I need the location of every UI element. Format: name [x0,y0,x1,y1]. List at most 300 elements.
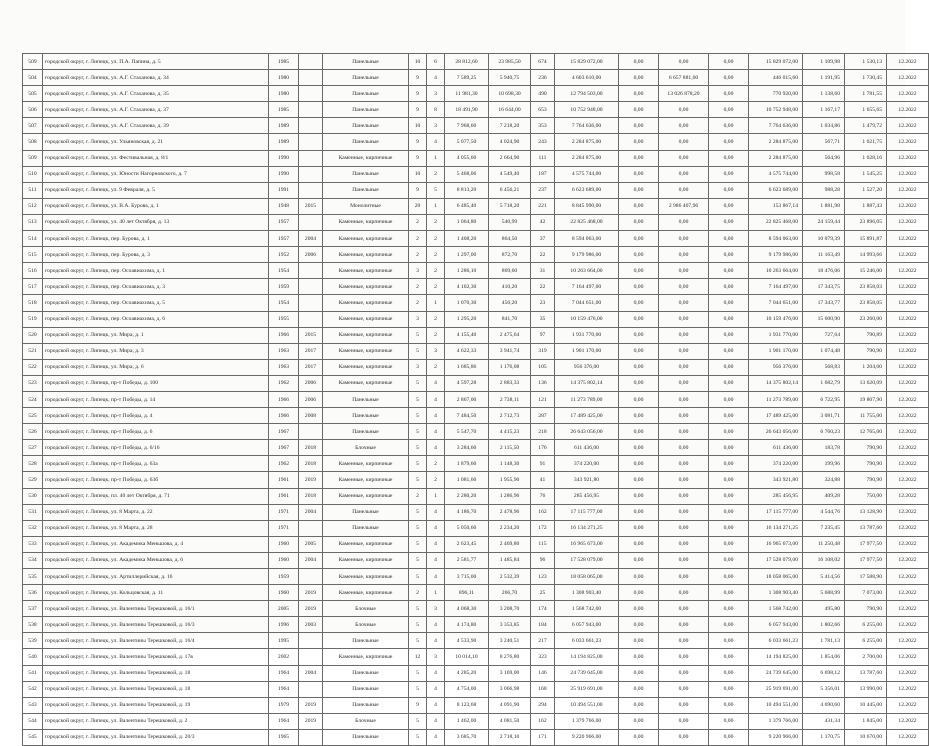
total-area-cell: 4 754,00 [445,681,489,697]
cost-fund-b-cell: 0,00 [659,391,709,407]
floors-cell: 10 [409,166,427,182]
address-cell: городской округ, г. Липецк, ул. 40 лет Октября, д. 13 [43,214,269,230]
cost-fund-b-cell: 0,00 [659,375,709,391]
table-row [23,86,929,102]
cost-fund-a-cell: 0,00 [619,54,659,70]
address-cell: городской округ, г. Липецк, ул. В.А. Бурова, д. 1 [43,198,269,214]
deadline-cell: 12.2022 [887,214,929,230]
cost-fund-c-cell: 0,00 [709,729,749,745]
unit-cost-cell: 431,34 [803,713,845,729]
cost-fund-c-cell: 0,00 [709,569,749,585]
cost-fund-b-cell: 0,00 [659,601,709,617]
row-number: 507 [23,118,43,134]
cost-total-cell: 16 134 271,25 [555,520,619,536]
cost-owners-cell: 10 752 948,00 [749,102,803,118]
deadline-cell: 12.2022 [887,134,929,150]
floors-cell: 2 [409,231,427,247]
living-area-cell: 7 218,20 [489,118,531,134]
cost-owners-cell: 1 568 742,00 [749,601,803,617]
table-row [23,472,929,488]
cost-fund-a-cell: 0,00 [619,311,659,327]
unit-limit-cell: 10 445,00 [845,697,887,713]
residents-cell: 105 [531,359,555,375]
floors-cell: 12 [409,649,427,665]
table-row [23,601,929,617]
entrances-cell: 3 [427,649,445,665]
build-year-cell: 1985 [269,102,299,118]
address-cell: городской округ, г. Липецк, пр-т Победы, д. 63а [43,456,269,472]
unit-limit-cell: 790,90 [845,440,887,456]
deadline-cell: 12.2022 [887,166,929,182]
cost-fund-c-cell: 0,00 [709,118,749,134]
residents-cell: 25 [531,585,555,601]
deadline-cell: 12.2022 [887,697,929,713]
address-cell: городской округ, г. Липецк, пер. Осоавиахима, д. 3 [43,279,269,295]
cost-fund-b-cell: 0,00 [659,424,709,440]
unit-cost-cell: 24 159,44 [803,214,845,230]
build-year-cell: 1980 [269,70,299,86]
wall-material-cell: Панельные [323,102,409,118]
repair-year-cell [299,520,323,536]
register-rows [23,54,929,746]
cost-total-cell: 7 044 651,00 [555,295,619,311]
total-area-cell: 3 715,00 [445,569,489,585]
living-area-cell: 10 698,30 [489,86,531,102]
floors-cell: 5 [409,601,427,617]
wall-material-cell: Каменные, кирпичные [323,343,409,359]
build-year-cell: 1964 [269,713,299,729]
repair-year-cell [299,649,323,665]
floors-cell: 5 [409,617,427,633]
cost-fund-c-cell: 0,00 [709,536,749,552]
floors-cell: 5 [409,552,427,568]
repair-year-cell: 2006 [299,375,323,391]
total-area-cell: 2 867,00 [445,391,489,407]
unit-cost-cell: 199,96 [803,456,845,472]
floors-cell: 9 [409,150,427,166]
cost-fund-a-cell: 0,00 [619,214,659,230]
table-row [23,166,929,182]
table-row [23,504,929,520]
total-area-cell: 28 812,60 [445,54,489,70]
build-year-cell: 1996 [269,617,299,633]
unit-limit-cell: 6 255,00 [845,633,887,649]
unit-cost-cell: 183,78 [803,440,845,456]
address-cell: городской округ, г. Липецк, пер. Бурова, д. 3 [43,247,269,263]
residents-cell: 121 [531,391,555,407]
deadline-cell: 12.2022 [887,569,929,585]
address-cell: городской округ, г. Липецк, пер. Осоавиахима, д. 1 [43,263,269,279]
deadline-cell: 12.2022 [887,456,929,472]
entrances-cell: 3 [427,118,445,134]
residents-cell: 111 [531,150,555,166]
floors-cell: 5 [409,424,427,440]
total-area-cell: 5 468,06 [445,166,489,182]
unit-cost-cell: 5 356,01 [803,681,845,697]
cost-total-cell: 9 179 986,00 [555,247,619,263]
cost-fund-c-cell: 0,00 [709,134,749,150]
wall-material-cell: Панельные [323,70,409,86]
floors-cell: 2 [409,279,427,295]
wall-material-cell: Панельные [323,697,409,713]
total-area-cell: 5 050,60 [445,520,489,536]
deadline-cell: 12.2022 [887,440,929,456]
wall-material-cell: Каменные, кирпичные [323,472,409,488]
entrances-cell: 5 [427,182,445,198]
cost-fund-a-cell: 0,00 [619,359,659,375]
deadline-cell: 12.2022 [887,375,929,391]
cost-fund-c-cell: 0,00 [709,166,749,182]
floors-cell: 5 [409,713,427,729]
cost-fund-b-cell: 0,00 [659,118,709,134]
wall-material-cell: Каменные, кирпичные [323,488,409,504]
build-year-cell: 1961 [269,488,299,504]
deadline-cell: 12.2022 [887,424,929,440]
living-area-cell: 6 456,21 [489,182,531,198]
cost-total-cell: 25 919 691,00 [555,681,619,697]
floors-cell: 20 [409,198,427,214]
residents-cell: 41 [531,472,555,488]
row-number: 527 [23,440,43,456]
cost-fund-c-cell: 0,00 [709,601,749,617]
entrances-cell: 4 [427,569,445,585]
wall-material-cell: Каменные, кирпичные [323,150,409,166]
repair-year-cell [299,182,323,198]
build-year-cell: 1964 [269,681,299,697]
cost-fund-a-cell: 0,00 [619,391,659,407]
living-area-cell: 2 712,73 [489,408,531,424]
build-year-cell: 1960 [269,536,299,552]
address-cell: городской округ, г. Липецк, ул. А.Г. Стаханова, д. 39 [43,118,269,134]
repair-year-cell: 2017 [299,343,323,359]
cost-fund-b-cell: 0,00 [659,569,709,585]
unit-cost-cell: 5 414,56 [803,569,845,585]
total-area-cell: 1 685,86 [445,359,489,375]
cost-fund-b-cell: 2 986 407,96 [659,198,709,214]
cost-total-cell: 11 273 789,00 [555,391,619,407]
cost-total-cell: 10 159 476,00 [555,311,619,327]
cost-fund-a-cell: 0,00 [619,504,659,520]
build-year-cell: 2002 [269,649,299,665]
cost-fund-a-cell: 0,00 [619,198,659,214]
cost-fund-b-cell: 0,00 [659,649,709,665]
entrances-cell: 4 [427,729,445,745]
cost-fund-a-cell: 0,00 [619,552,659,568]
cost-fund-a-cell: 0,00 [619,231,659,247]
table-row [23,713,929,729]
floors-cell: 5 [409,633,427,649]
living-area-cell: 2 738,11 [489,391,531,407]
repair-year-cell: 2019 [299,713,323,729]
wall-material-cell: Панельные [323,729,409,745]
unit-limit-cell: 17 977,50 [845,552,887,568]
wall-material-cell: Каменные, кирпичные [323,375,409,391]
living-area-cell: 266,70 [489,585,531,601]
cost-owners-cell: 4 575 744,00 [749,166,803,182]
address-cell: городской округ, г. Липецк, ул. Валентины Терешковой, д. 16/3 [43,617,269,633]
cost-fund-c-cell: 0,00 [709,424,749,440]
cost-fund-b-cell: 0,00 [659,520,709,536]
row-number: 517 [23,279,43,295]
floors-cell: 5 [409,327,427,343]
entrances-cell: 4 [427,520,445,536]
cost-owners-cell: 10 159 476,00 [749,311,803,327]
build-year-cell: 1990 [269,166,299,182]
cost-fund-c-cell: 0,00 [709,697,749,713]
deadline-cell: 12.2022 [887,552,929,568]
cost-fund-b-cell: 0,00 [659,295,709,311]
unit-cost-cell: 409,28 [803,488,845,504]
repair-year-cell [299,263,323,279]
cost-total-cell: 6 033 661,23 [555,633,619,649]
row-number: 536 [23,585,43,601]
living-area-cell: 1 955,90 [489,472,531,488]
table-row [23,391,929,407]
deadline-cell: 12.2022 [887,633,929,649]
row-number: 537 [23,601,43,617]
total-area-cell: 4 622,33 [445,343,489,359]
residents-cell: 96 [531,552,555,568]
repair-year-cell [299,118,323,134]
deadline-cell: 12.2022 [887,391,929,407]
entrances-cell: 4 [427,391,445,407]
build-year-cell: 1954 [269,295,299,311]
cost-fund-a-cell: 0,00 [619,86,659,102]
floors-cell: 9 [409,86,427,102]
row-number: 538 [23,617,43,633]
repair-year-cell [299,424,323,440]
cost-owners-cell: 6 033 661,23 [749,633,803,649]
unit-cost-cell: 6 698,12 [803,665,845,681]
cost-owners-cell: 25 919 691,00 [749,681,803,697]
total-area-cell: 4 102,30 [445,279,489,295]
unit-limit-cell: 1 028,16 [845,150,887,166]
living-area-cell: 540,99 [489,214,531,230]
floors-cell: 5 [409,408,427,424]
cost-owners-cell: 2 284 875,00 [749,150,803,166]
cost-fund-a-cell: 0,00 [619,424,659,440]
unit-limit-cell: 6 255,00 [845,617,887,633]
cost-fund-b-cell: 0,00 [659,231,709,247]
repair-year-cell [299,295,323,311]
cost-owners-cell: 22 825 468,00 [749,214,803,230]
cost-fund-c-cell: 0,00 [709,520,749,536]
cost-fund-c-cell: 0,00 [709,231,749,247]
cost-fund-b-cell: 0,00 [659,472,709,488]
entrances-cell: 1 [427,488,445,504]
residents-cell: 146 [531,665,555,681]
unit-cost-cell: 7 235,45 [803,520,845,536]
unit-cost-cell: 1 781,13 [803,633,845,649]
unit-cost-cell: 324,88 [803,472,845,488]
row-number: 522 [23,359,43,375]
cost-total-cell: 10 494 551,00 [555,697,619,713]
cost-fund-b-cell: 0,00 [659,182,709,198]
unit-cost-cell: 1 854,06 [803,649,845,665]
repair-year-cell: 2015 [299,327,323,343]
wall-material-cell: Каменные, кирпичные [323,585,409,601]
unit-limit-cell: 1 781,55 [845,86,887,102]
cost-fund-c-cell: 0,00 [709,585,749,601]
deadline-cell: 12.2022 [887,70,929,86]
repair-year-cell: 2019 [299,472,323,488]
cost-owners-cell: 10 263 664,00 [749,263,803,279]
address-cell: городской округ, г. Липецк, ул. Валентины Терешковой, д. 17в [43,649,269,665]
entrances-cell: 4 [427,134,445,150]
living-area-cell: 1 176,08 [489,359,531,375]
residents-cell: 236 [531,70,555,86]
living-area-cell: 2 234,20 [489,520,531,536]
table-row [23,327,929,343]
residents-cell: 174 [531,601,555,617]
wall-material-cell: Панельные [323,520,409,536]
table-row [23,585,929,601]
address-cell: городской округ, г. Липецк, пр-т Победы, д. 4 [43,408,269,424]
cost-total-cell: 6 057 943,00 [555,617,619,633]
cost-fund-c-cell: 0,00 [709,408,749,424]
cost-fund-c-cell: 0,00 [709,150,749,166]
deadline-cell: 12.2022 [887,504,929,520]
address-cell: городской округ, г. Липецк, ул. Валентины Терешковой, д. 18 [43,665,269,681]
cost-owners-cell: 17 528 079,00 [749,552,803,568]
table-row [23,102,929,118]
repair-year-cell [299,279,323,295]
wall-material-cell: Каменные, кирпичные [323,279,409,295]
floors-cell: 5 [409,536,427,552]
unit-limit-cell: 13 620,09 [845,375,887,391]
address-cell: городской округ, г. Липецк, ул. П.А. Папина, д. 5 [43,54,269,70]
repair-year-cell: 2004 [299,552,323,568]
deadline-cell: 12.2022 [887,617,929,633]
wall-material-cell: Панельные [323,391,409,407]
repair-year-cell [299,102,323,118]
total-area-cell: 11 981,30 [445,86,489,102]
cost-fund-b-cell: 0,00 [659,263,709,279]
cost-fund-c-cell: 0,00 [709,311,749,327]
deadline-cell: 12.2022 [887,247,929,263]
cost-fund-b-cell: 0,00 [659,343,709,359]
residents-cell: 171 [531,729,555,745]
cost-fund-b-cell: 0,00 [659,729,709,745]
repair-year-cell: 2019 [299,697,323,713]
cost-fund-b-cell: 0,00 [659,713,709,729]
repair-year-cell [299,681,323,697]
table-row [23,440,929,456]
cost-fund-a-cell: 0,00 [619,279,659,295]
repair-year-cell [299,311,323,327]
living-area-cell: 410,20 [489,279,531,295]
unit-limit-cell: 1 530,13 [845,54,887,70]
cost-fund-b-cell: 0,00 [659,440,709,456]
row-number: 539 [23,633,43,649]
living-area-cell: 1 485,84 [489,552,531,568]
residents-cell: 42 [531,214,555,230]
floors-cell: 3 [409,359,427,375]
cost-fund-a-cell: 0,00 [619,102,659,118]
entrances-cell: 2 [427,472,445,488]
deadline-cell: 12.2022 [887,102,929,118]
entrances-cell: 1 [427,585,445,601]
wall-material-cell: Каменные, кирпичные [323,295,409,311]
floors-cell: 5 [409,520,427,536]
address-cell: городской округ, г. Липецк, пр-т Победы, д. 6/16 [43,440,269,456]
wall-material-cell: Панельные [323,166,409,182]
living-area-cell: 3 169,00 [489,665,531,681]
residents-cell: 217 [531,633,555,649]
table-row [23,150,929,166]
unit-cost-cell: 998,58 [803,166,845,182]
floors-cell: 3 [409,311,427,327]
repair-year-cell: 2018 [299,488,323,504]
cost-fund-b-cell: 13 026 878,20 [659,86,709,102]
address-cell: городской округ, г. Липецк, ул. 8 Марта, д. 22 [43,504,269,520]
unit-cost-cell: 568,83 [803,359,845,375]
wall-material-cell: Каменные, кирпичные [323,552,409,568]
cost-fund-b-cell: 0,00 [659,134,709,150]
row-number: 520 [23,327,43,343]
entrances-cell: 3 [427,343,445,359]
cost-fund-c-cell: 0,00 [709,359,749,375]
entrances-cell: 4 [427,633,445,649]
total-area-cell: 2 581,77 [445,552,489,568]
entrances-cell: 4 [427,617,445,633]
table-row [23,343,929,359]
entrances-cell: 6 [427,54,445,70]
row-number: 529 [23,472,43,488]
floors-cell: 9 [409,134,427,150]
table-row [23,552,929,568]
repair-year-cell [299,729,323,745]
cost-fund-a-cell: 0,00 [619,536,659,552]
cost-fund-a-cell: 0,00 [619,134,659,150]
cost-fund-a-cell: 0,00 [619,166,659,182]
row-number: 516 [23,263,43,279]
cost-fund-a-cell: 0,00 [619,617,659,633]
unit-limit-cell: 1 655,65 [845,102,887,118]
repair-year-cell: 2019 [299,601,323,617]
deadline-cell: 12.2022 [887,279,929,295]
build-year-cell: 1995 [269,633,299,649]
address-cell: городской округ, г. Липецк, пер. Осоавиахима, д. 5 [43,295,269,311]
cost-fund-a-cell: 0,00 [619,729,659,745]
repair-year-cell [299,569,323,585]
residents-cell: 184 [531,617,555,633]
build-year-cell: 1966 [269,327,299,343]
table-row [23,729,929,745]
cost-fund-a-cell: 0,00 [619,665,659,681]
entrances-cell: 4 [427,665,445,681]
row-number: 526 [23,424,43,440]
address-cell: городской округ, г. Липецк, ул. А.Г. Стаханова, д. 37 [43,102,269,118]
cost-total-cell: 285 456,95 [555,488,619,504]
repair-year-cell: 2019 [299,585,323,601]
table-row [23,633,929,649]
address-cell: городской округ, г. Липецк, пер. Осоавиахима, д. 6 [43,311,269,327]
build-year-cell: 1966 [269,391,299,407]
unit-cost-cell: 17 343,77 [803,295,845,311]
cost-fund-b-cell: 0,00 [659,536,709,552]
floors-cell: 10 [409,118,427,134]
repair-year-cell [299,70,323,86]
build-year-cell: 1959 [269,279,299,295]
unit-limit-cell: 1 545,25 [845,166,887,182]
table-row [23,247,929,263]
repair-year-cell: 2018 [299,456,323,472]
table-row [23,536,929,552]
row-number: 524 [23,391,43,407]
address-cell: городской округ, г. Липецк, ул. А.Г. Стаханова, д. 34 [43,70,269,86]
address-cell: городской округ, г. Липецк, ул. Валентины Терешковой, д. 2 [43,713,269,729]
